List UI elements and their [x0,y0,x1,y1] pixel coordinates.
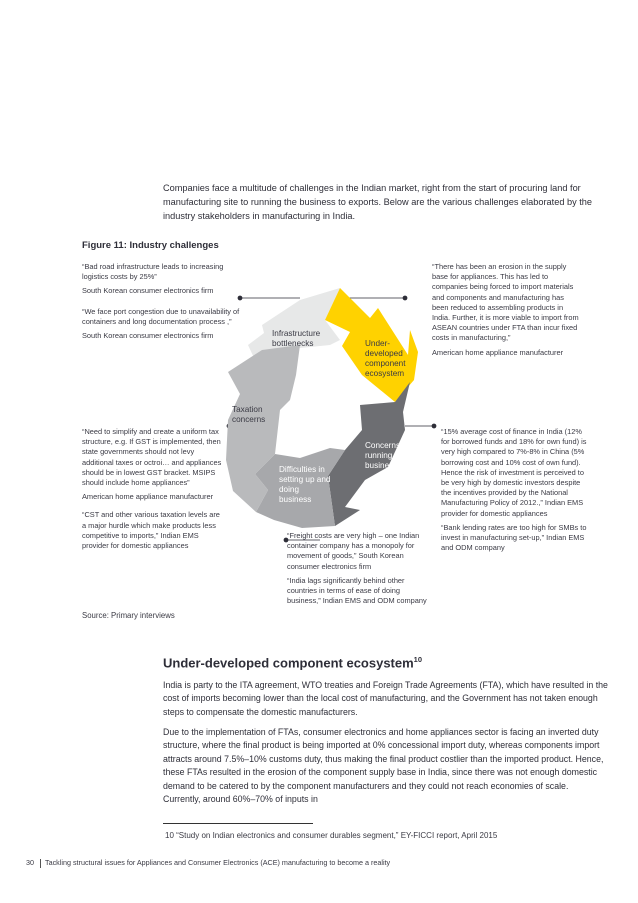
quote-tax-2: “CST and other various taxation levels are a major hurdle which make products less competitive to imports,” Indian EMS provider for domestic appliances [82,510,220,551]
label-concerns: Concerns in running the business [365,441,409,470]
footer-text: Tackling structural issues for Appliances and Consumer Electronics (ACE) manufacturing to become a reality [45,858,391,867]
section-heading [163,655,422,670]
quote-setup-1: “Freight costs are very high – one Indian container company has a monopoly for movement of goods,” South Korean consumer electronics firm [287,531,420,571]
label-taxation: Taxation concerns [232,405,266,424]
footer-divider [40,859,41,868]
quotes-taxation [82,427,226,555]
quote-component-1: “There has been an erosion in the supply base for appliances. This has led to companies being forced to import materials and components and manufacturing has been reduced to assembling products in India. Further, it is more viable to import from ASEAN countries under FTA than incur fixed costs in manufacturing,” [432,262,579,343]
label-infrastructure: Infrastructure bottlenecks [272,329,321,348]
connector-dot-component [403,296,407,300]
quote-tax-1: “Need to simplify and create a uniform tax structure, e.g. If GST is implemented, then state governments should not levy additional taxes or octroi… and appliances should be in lowest GST bracket. MSIPS should include home appliances” [82,427,222,488]
footnote-reference: 10 [413,655,423,664]
quote-tax-1-source: American home appliance manufacturer [82,492,214,502]
quote-infra-1-source: South Korean consumer electronics firm [82,286,214,296]
intro-paragraph: Companies face a multitude of challenges in the Indian market, right from the start of procuring land for manufacturing site to running the business to exports. Below are the various challenges elaborated by the industry stakeholders in manufacturing in India. [163,183,593,221]
quotes-difficulties [287,531,432,610]
page-number: 30 [26,858,34,867]
quotes-component [432,262,580,362]
figure-source: Source: Primary interviews [82,611,175,620]
quote-business-1: “15% average cost of finance in India (12% for borrowed funds and 18% for own fund) is very high compared to 7%-8% in China (5% borrowing cost and 10% cost of own fund). Hence the risk of investment is perceived to be very high by domestic investors despite the incentives provided by the National Manufacturing Policy of 2012.,” Indian EMS provider for domestic appliances [441,427,587,518]
quotes-concerns [441,427,589,557]
quote-infra-2: “We face port congestion due to unavailability of containers and long documentation process ,” [82,306,240,326]
body-paragraph-2: Due to the implementation of FTAs, consumer electronics and home appliances sector is facing an inverted duty structure, where the final product is being imported at 0% concessional import duty, whereas components import attracts around 7.5%–10% customs duty, thus making the final product costlier than the imported product. Hence, these FTAs resulted in the erosion of the component supply base in India, since there was not enough domestic demand to be catered to by the component manufacturers and they could not reach economies of scale. Currently, around 60%–70% of inputs in [163,727,604,805]
quote-business-2: “Bank lending rates are too high for SMBs to invest in manufacturing set-up,” Indian EMS and ODM company [441,522,587,553]
connector-dot-concerns [432,424,436,428]
section-heading-text: Under-developed component ecosystem [163,655,414,671]
quotes-infrastructure [82,262,242,345]
label-component: Under-developed component ecosystem [365,339,406,378]
quote-infra-2-source: South Korean consumer electronics firm [82,331,214,341]
quote-setup-2: “India lags significantly behind other countries in terms of ease of doing business,” Indian EMS and ODM company [287,575,427,606]
footnote-divider [163,823,313,824]
quote-component-1-source: American home appliance manufacturer [432,347,564,357]
figure-title: Figure 11: Industry challenges [82,240,219,251]
label-difficulties: Difficulties in setting up and doing business [279,465,331,504]
quote-infra-1: “Bad road infrastructure leads to increasing logistics costs by 25%” [82,262,224,282]
body-paragraph-1: India is party to the ITA agreement, WTO treaties and Foreign Trade Agreements (FTA), which have resulted in the cost of imports becoming lower than the local cost of manufacturing, and the Government has not taken enough steps to compensate the domestic manufacturers. [163,680,608,717]
footnote: 10 “Study on Indian electronics and consumer durables segment,” EY-FICCI report, April 2015 [165,831,498,840]
page-footer [26,858,390,868]
